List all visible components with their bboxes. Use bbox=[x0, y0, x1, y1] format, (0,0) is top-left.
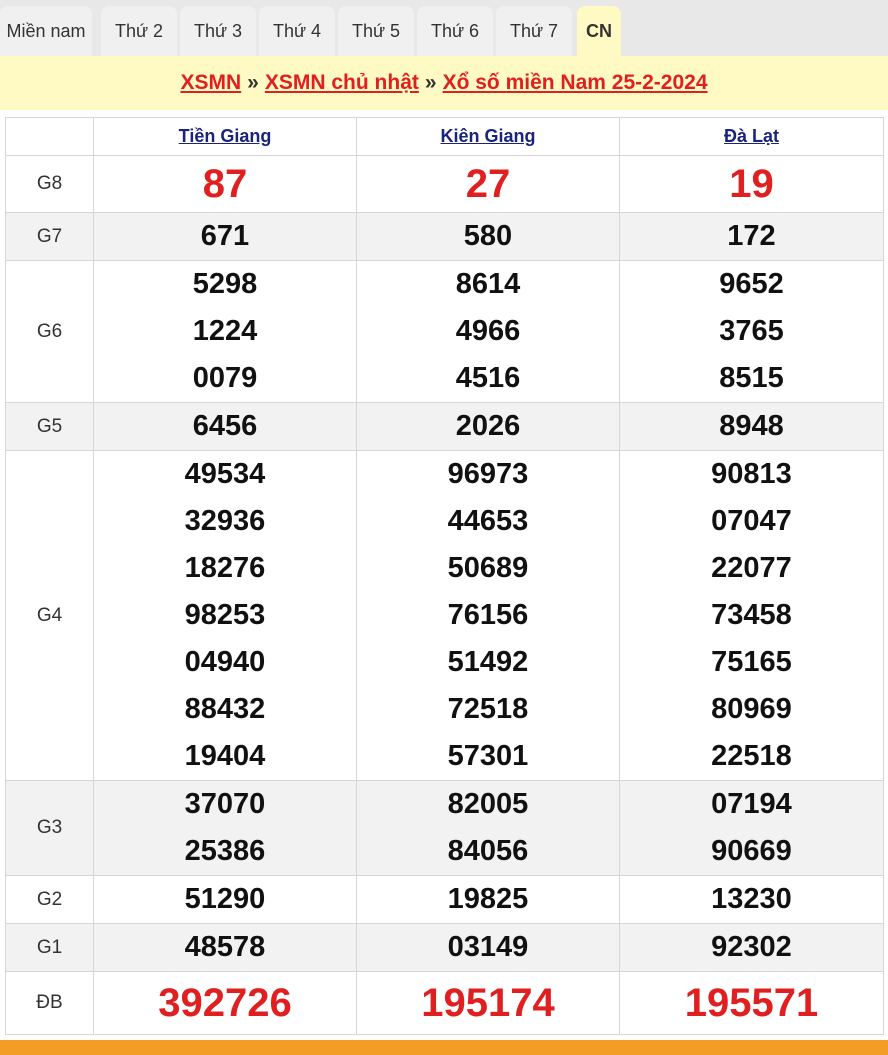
breadcrumb-xsmn-sunday-link[interactable]: XSMN chủ nhật bbox=[264, 71, 419, 94]
result-number: 1224 bbox=[192, 315, 258, 347]
breadcrumb bbox=[0, 56, 888, 110]
result-number: 03149 bbox=[447, 931, 529, 963]
breadcrumb-separator: » bbox=[247, 71, 259, 94]
result-cell bbox=[94, 781, 357, 876]
station-link-tien-giang[interactable]: Tiền Giang bbox=[178, 126, 272, 146]
result-number: 195174 bbox=[421, 981, 555, 1025]
prize-row bbox=[6, 156, 884, 213]
prize-label: G5 bbox=[6, 403, 94, 451]
result-cell bbox=[94, 924, 357, 972]
result-cell bbox=[357, 213, 620, 261]
result-cell bbox=[357, 781, 620, 876]
result-number: 48578 bbox=[184, 931, 266, 963]
result-number: 76156 bbox=[447, 599, 529, 631]
result-number: 90813 bbox=[711, 458, 792, 490]
result-number: 9652 bbox=[719, 268, 784, 300]
tab-thu-7[interactable]: Thứ 7 bbox=[496, 6, 572, 56]
result-number: 3765 bbox=[719, 315, 784, 347]
result-cell bbox=[620, 261, 884, 403]
result-number: 4966 bbox=[455, 315, 521, 347]
result-number: 88432 bbox=[184, 693, 266, 725]
result-cell bbox=[620, 781, 884, 876]
tab-thu-4[interactable]: Thứ 4 bbox=[259, 6, 335, 56]
result-cell bbox=[94, 876, 357, 924]
result-cell bbox=[357, 156, 620, 213]
result-number: 82005 bbox=[447, 788, 529, 820]
result-cell bbox=[357, 451, 620, 781]
prize-row bbox=[6, 261, 884, 403]
prize-row bbox=[6, 876, 884, 924]
prize-row bbox=[6, 213, 884, 261]
result-number: 19 bbox=[729, 162, 774, 206]
result-number: 4516 bbox=[455, 362, 521, 394]
station-link-da-lat[interactable]: Đà Lạt bbox=[723, 126, 779, 146]
result-cell bbox=[357, 261, 620, 403]
result-cell bbox=[94, 972, 357, 1035]
result-cell bbox=[620, 156, 884, 213]
tab-mien-nam[interactable]: Miền nam bbox=[0, 6, 92, 56]
prize-row bbox=[6, 781, 884, 876]
result-number: 6456 bbox=[192, 410, 258, 442]
result-number: 90669 bbox=[711, 835, 792, 867]
result-number: 22077 bbox=[711, 552, 792, 584]
result-number: 19404 bbox=[184, 740, 266, 772]
station-header bbox=[357, 118, 620, 156]
footer-bar bbox=[0, 1040, 888, 1055]
prize-row bbox=[6, 403, 884, 451]
result-number: 07047 bbox=[711, 505, 792, 537]
tab-thu-2[interactable]: Thứ 2 bbox=[101, 6, 177, 56]
result-cell bbox=[94, 213, 357, 261]
corner-cell bbox=[6, 118, 94, 156]
result-number: 5298 bbox=[192, 268, 258, 300]
result-number: 57301 bbox=[447, 740, 529, 772]
result-number: 84056 bbox=[447, 835, 529, 867]
prize-label: G6 bbox=[6, 261, 94, 403]
result-number: 18276 bbox=[184, 552, 266, 584]
result-number: 80969 bbox=[711, 693, 792, 725]
prize-row bbox=[6, 972, 884, 1035]
results-table bbox=[5, 117, 884, 1035]
tab-thu-5[interactable]: Thứ 5 bbox=[338, 6, 414, 56]
result-number: 50689 bbox=[447, 552, 529, 584]
result-cell bbox=[357, 876, 620, 924]
result-cell bbox=[94, 156, 357, 213]
result-number: 27 bbox=[465, 162, 511, 206]
result-number: 98253 bbox=[184, 599, 266, 631]
prize-label: G1 bbox=[6, 924, 94, 972]
breadcrumb-date-link[interactable]: Xổ số miền Nam 25-2-2024 bbox=[442, 71, 708, 94]
prize-label: G7 bbox=[6, 213, 94, 261]
result-number: 92302 bbox=[711, 931, 792, 963]
result-number: 72518 bbox=[447, 693, 529, 725]
prize-label: G4 bbox=[6, 451, 94, 781]
result-number: 2026 bbox=[455, 410, 521, 442]
result-number: 51290 bbox=[184, 883, 266, 915]
result-number: 75165 bbox=[711, 646, 792, 678]
result-number: 19825 bbox=[447, 883, 529, 915]
prize-label: G3 bbox=[6, 781, 94, 876]
result-cell bbox=[357, 403, 620, 451]
result-number: 49534 bbox=[184, 458, 266, 490]
tab-thu-6[interactable]: Thứ 6 bbox=[417, 6, 493, 56]
tab-chu-nhat[interactable]: CN bbox=[577, 6, 621, 56]
result-cell bbox=[620, 924, 884, 972]
result-number: 04940 bbox=[184, 646, 266, 678]
result-number: 392726 bbox=[158, 981, 292, 1025]
result-number: 32936 bbox=[184, 505, 266, 537]
station-header bbox=[620, 118, 884, 156]
result-cell bbox=[94, 261, 357, 403]
prize-row bbox=[6, 451, 884, 781]
result-number: 8614 bbox=[455, 268, 521, 300]
result-cell bbox=[620, 876, 884, 924]
result-number: 195571 bbox=[684, 981, 819, 1025]
station-header-row bbox=[6, 118, 884, 156]
tab-thu-3[interactable]: Thứ 3 bbox=[180, 6, 256, 56]
result-cell bbox=[620, 213, 884, 261]
prize-label: G8 bbox=[6, 156, 94, 213]
result-number: 0079 bbox=[192, 362, 258, 394]
result-number: 22518 bbox=[711, 740, 792, 772]
prize-label: G2 bbox=[6, 876, 94, 924]
result-number: 73458 bbox=[711, 599, 792, 631]
result-cell bbox=[620, 972, 884, 1035]
result-cell bbox=[94, 403, 357, 451]
result-number: 87 bbox=[202, 162, 248, 206]
result-cell bbox=[357, 972, 620, 1035]
breadcrumb-xsmn-link[interactable]: XSMN bbox=[180, 71, 242, 94]
station-header bbox=[94, 118, 357, 156]
result-number: 07194 bbox=[711, 788, 792, 820]
prize-label: ĐB bbox=[6, 972, 94, 1035]
result-number: 172 bbox=[727, 220, 776, 252]
result-number: 25386 bbox=[184, 835, 266, 867]
result-number: 51492 bbox=[447, 646, 529, 678]
result-cell bbox=[620, 403, 884, 451]
result-number: 37070 bbox=[184, 788, 266, 820]
result-number: 8515 bbox=[719, 362, 784, 394]
result-number: 580 bbox=[463, 220, 513, 252]
result-cell bbox=[94, 451, 357, 781]
prize-row bbox=[6, 924, 884, 972]
result-cell bbox=[357, 924, 620, 972]
station-link-kien-giang[interactable]: Kiên Giang bbox=[440, 126, 536, 146]
breadcrumb-separator: » bbox=[424, 71, 437, 94]
result-number: 13230 bbox=[711, 883, 792, 915]
result-cell bbox=[620, 451, 884, 781]
result-number: 96973 bbox=[447, 458, 529, 490]
result-number: 44653 bbox=[447, 505, 529, 537]
result-number: 8948 bbox=[719, 410, 784, 442]
day-tabs bbox=[0, 0, 888, 56]
result-number: 671 bbox=[200, 220, 250, 252]
